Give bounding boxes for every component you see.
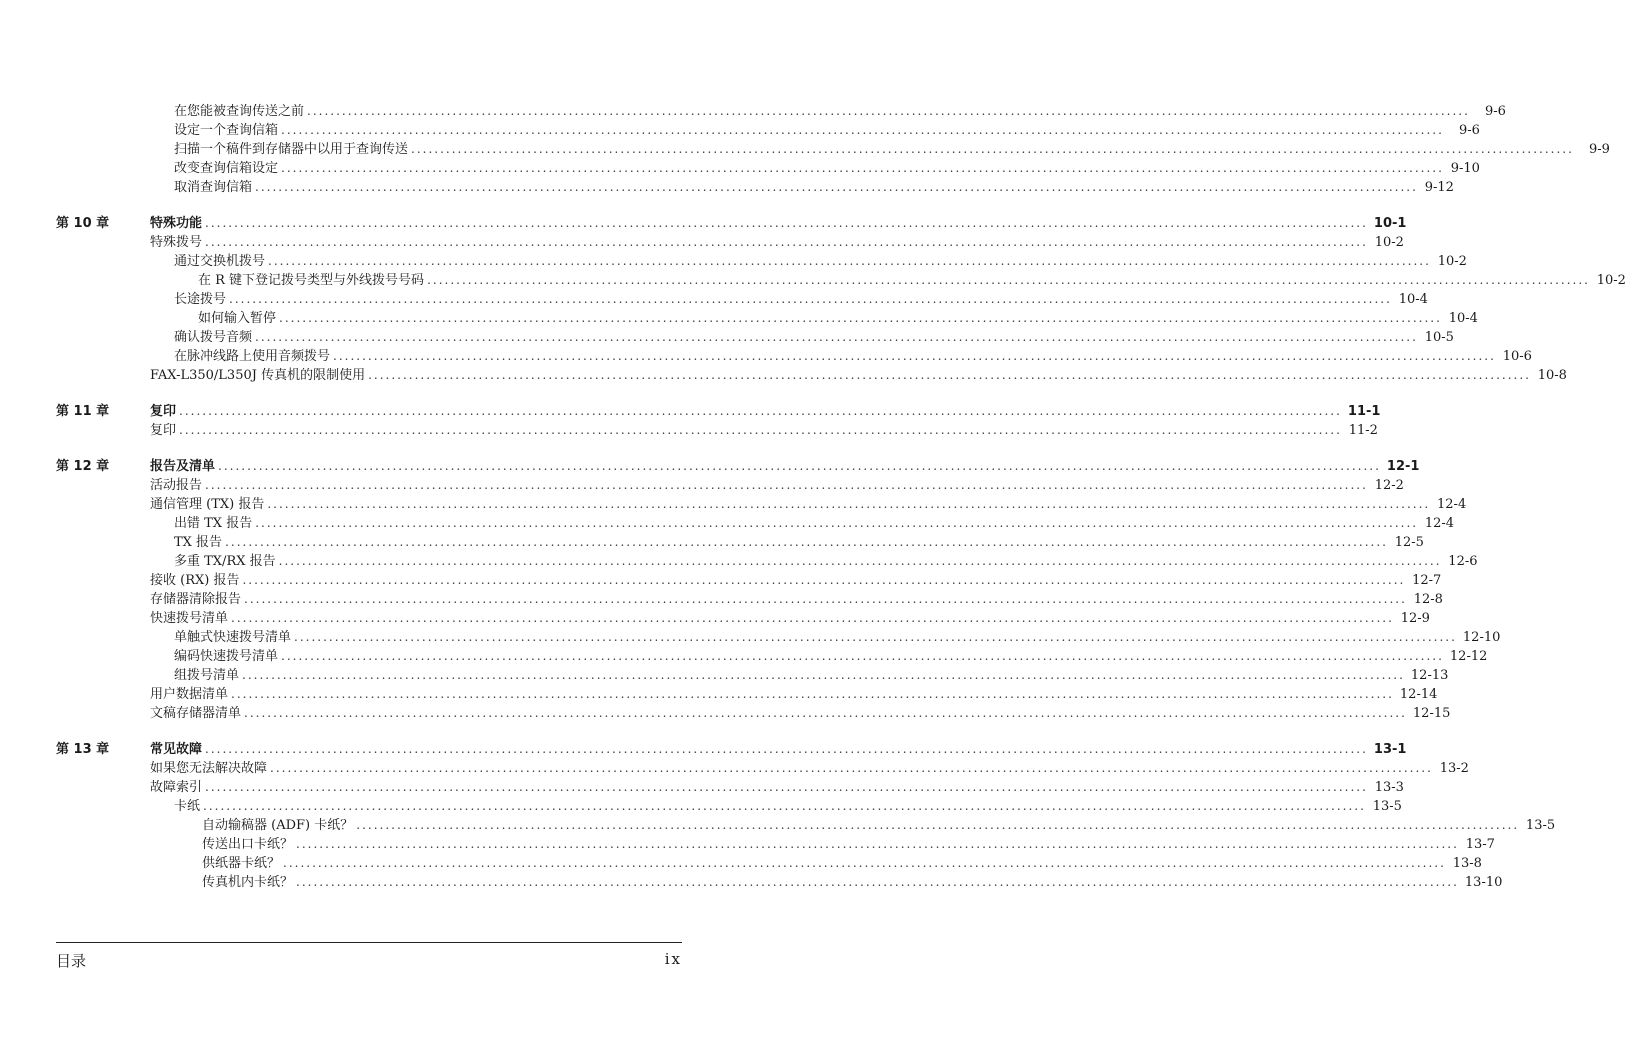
leader-dots: ........................................................................................................................................................................................................ [281,649,1444,663]
entry-page: 12-9 [1400,611,1430,626]
leader-dots: ........................................................................................................................................................................................................ [296,837,1459,851]
entry-title: 故障索引 [150,780,203,795]
entry-title: 取消查询信箱 [174,180,253,195]
leader-dots: ........................................................................................................................................................................................................ [231,611,1394,625]
leader-dots: ........................................................................................................................................................................................................ [255,180,1418,194]
entry-page: 12-4 [1424,516,1455,531]
leader-dots: ........................................................................................................................................................................................................ [281,123,1444,137]
entry-page: 13-5 [1525,818,1556,833]
entry-title: 通信管理 (TX) 报告 [150,497,265,512]
leader-dots: ........................................................................................................................................................................................................ [244,592,1407,606]
leader-dots: ........................................................................................................................................................................................................ [268,254,1431,268]
toc-entry[interactable] [56,476,1404,495]
leader-dots: ........................................................................................................................................................................................................ [205,235,1368,249]
leader-dots: ........................................................................................................................................................................................................ [278,554,1442,568]
entry-title: 复印 [150,423,177,438]
leader-dots: ........................................................................................................................................................................................................ [179,423,1342,437]
toc-entry[interactable] [56,628,1501,647]
leader-dots: ........................................................................................................................................................................................................ [368,368,1531,382]
toc-entry[interactable] [56,366,1567,385]
entry-page: 10-6 [1502,349,1532,364]
chapter-label: 第 11 章 [56,404,110,419]
leader-dots: ........................................................................................................................................................................................................ [255,516,1419,530]
leader-dots: ........................................................................................................................................................................................................ [356,818,1520,832]
entry-page: 11-1 [1347,404,1381,419]
entry-title: 快速拨号清单 [150,611,229,626]
toc-entry[interactable] [56,609,1430,628]
leader-dots: ........................................................................................................................................................................................................ [205,742,1368,756]
toc-entry[interactable] [56,421,1378,440]
page-number: ix [664,950,682,968]
chapter-label: 第 12 章 [56,459,110,474]
entry-title: 确认拨号音频 [174,330,253,345]
entry-page: 9-6 [1484,104,1506,119]
toc-entry[interactable] [56,835,1495,854]
entry-title: 用户数据清单 [150,687,229,702]
leader-dots: ........................................................................................................................................................................................................ [294,630,1457,644]
entry-page: 13-2 [1439,761,1469,776]
leader-dots: ........................................................................................................................................................................................................ [307,104,1470,118]
entry-page: 13-8 [1452,856,1482,871]
entry-page: 10-4 [1398,292,1428,307]
entry-title: 常见故障 [150,742,203,757]
entry-title: 组拨号清单 [174,668,240,683]
table-of-contents [56,102,1626,892]
entry-page: 13-5 [1372,799,1402,814]
toc-entry[interactable] [56,778,1404,797]
entry-page: 13-3 [1374,780,1404,795]
toc-entry[interactable] [56,552,1478,571]
entry-title: 单触式快速拨号清单 [174,630,292,645]
entry-page: 12-1 [1386,459,1420,474]
entry-page: 9-9 [1588,142,1610,157]
leader-dots: ........................................................................................................................................................................................................ [244,706,1407,720]
toc-entry[interactable] [56,102,1506,121]
entry-title: 在您能被查询传送之前 [174,104,305,119]
entry-page: 10-1 [1373,216,1407,231]
leader-dots: ........................................................................................................................................................................................................ [270,761,1433,775]
entry-title: 长途拨号 [174,292,227,307]
entry-page: 9-12 [1424,180,1454,195]
toc-entry[interactable] [56,514,1455,533]
entry-title: TX 报告 [174,535,223,550]
entry-title: 接收 (RX) 报告 [150,573,240,588]
footer-section-title: 目录 [56,952,87,970]
leader-dots: ........................................................................................................................................................................................................ [231,687,1394,701]
entry-page: 12-13 [1410,668,1449,683]
entry-page: 10-5 [1424,330,1454,345]
entry-page: 12-5 [1394,535,1424,550]
toc-entry[interactable] [56,854,1482,873]
toc-entry[interactable] [56,816,1556,835]
entry-page: 12-10 [1462,630,1501,645]
entry-title: 如何输入暂停 [198,311,277,326]
toc-entry[interactable] [56,704,1451,723]
leader-dots: ........................................................................................................................................................................................................ [229,292,1392,306]
entry-title: 改变查询信箱设定 [174,161,279,176]
leader-dots: ........................................................................................................................................................................................................ [267,497,1431,511]
entry-title: 编码快速拨号清单 [174,649,279,664]
entry-page: 13-10 [1464,875,1503,890]
toc-entry[interactable] [56,290,1428,309]
entry-title: 如果您无法解决故障 [150,761,268,776]
leader-dots: ........................................................................................................................................................................................................ [242,668,1405,682]
chapter-label: 第 10 章 [56,216,110,231]
entry-page: 10-2 [1374,235,1404,250]
leader-dots: ........................................................................................................................................................................................................ [333,349,1496,363]
chapter-heading[interactable] [56,402,1381,421]
entry-page: 12-4 [1437,497,1467,512]
leader-dots: ........................................................................................................................................................................................................ [225,535,1388,549]
leader-dots: ........................................................................................................................................................................................................ [283,856,1446,870]
entry-title: 扫描一个稿件到存储器中以用于查询传送 [174,142,409,157]
entry-title: 复印 [150,404,177,419]
entry-page: 13-1 [1373,742,1407,757]
toc-entry[interactable] [56,347,1532,366]
entry-page: 12-12 [1449,649,1488,664]
toc-entry[interactable] [56,328,1454,347]
toc-entry[interactable] [56,309,1478,328]
entry-page: 12-6 [1448,554,1478,569]
toc-entry[interactable] [56,647,1488,666]
toc-entry[interactable] [56,121,1480,140]
entry-page: 10-2 [1437,254,1467,269]
toc-entry[interactable] [56,252,1467,271]
toc-entry[interactable] [56,759,1469,778]
entry-title: 活动报告 [150,478,203,493]
entry-title: 在脉冲线路上使用音频拨号 [174,349,331,364]
toc-entry[interactable] [56,159,1480,178]
entry-page: 10-4 [1448,311,1478,326]
entry-title: 通过交换机拨号 [174,254,266,269]
leader-dots: ........................................................................................................................................................................................................ [255,330,1418,344]
leader-dots: ........................................................................................................................................................................................................ [296,875,1459,889]
entry-title: 设定一个查询信箱 [174,123,279,138]
entry-page: 11-2 [1348,423,1378,438]
entry-page: 12-8 [1413,592,1443,607]
toc-entry[interactable] [56,590,1443,609]
toc-entry[interactable] [56,571,1442,590]
entry-title: 卡纸 [174,799,201,814]
entry-title: 自动输稿器 (ADF) 卡纸？ [202,818,354,833]
leader-dots: ........................................................................................................................................................................................................ [242,573,1406,587]
entry-page: 12-15 [1412,706,1451,721]
leader-dots: ........................................................................................................................................................................................................ [179,404,1342,418]
leader-dots: ........................................................................................................................................................................................................ [427,273,1590,287]
chapter-heading[interactable] [56,457,1420,476]
entry-page: 10-8 [1537,368,1567,383]
toc-entry[interactable] [56,533,1424,552]
toc-entry[interactable] [56,178,1454,197]
entry-page: 10-2 [1596,273,1626,288]
entry-title: 文稿存储器清单 [150,706,242,721]
entry-title: 特殊功能 [150,216,203,231]
toc-entry[interactable] [56,685,1438,704]
leader-dots: ........................................................................................................................................................................................................ [205,216,1368,230]
entry-page: 12-14 [1399,687,1438,702]
leader-dots: ........................................................................................................................................................................................................ [218,459,1381,473]
entry-title: 出错 TX 报告 [174,516,253,531]
entry-title: 传送出口卡纸？ [202,837,294,852]
leader-dots: ........................................................................................................................................................................................................ [279,311,1442,325]
entry-title: 在 R 键下登记拨号类型与外线拨号号码 [198,273,425,288]
toc-entry[interactable] [56,271,1626,290]
leader-dots: ........................................................................................................................................................................................................ [411,142,1574,156]
chapter-heading[interactable] [56,740,1407,759]
leader-dots: ........................................................................................................................................................................................................ [205,478,1368,492]
entry-title: 多重 TX/RX 报告 [174,554,276,569]
footer-divider [56,942,682,943]
entry-page: 9-6 [1458,123,1480,138]
leader-dots: ........................................................................................................................................................................................................ [205,780,1368,794]
entry-title: 特殊拨号 [150,235,203,250]
entry-title: 供纸器卡纸？ [202,856,281,871]
entry-title: FAX-L350/L350J 传真机的限制使用 [150,368,366,383]
toc-entry[interactable] [56,666,1449,685]
chapter-heading[interactable] [56,214,1407,233]
toc-entry[interactable] [56,873,1503,892]
entry-page: 13-7 [1465,837,1495,852]
entry-page: 12-7 [1412,573,1442,588]
entry-title: 报告及清单 [150,459,216,474]
leader-dots: ........................................................................................................................................................................................................ [203,799,1366,813]
entry-title: 传真机内卡纸？ [202,875,294,890]
chapter-label: 第 13 章 [56,742,110,757]
toc-entry[interactable] [56,495,1467,514]
toc-entry[interactable] [56,140,1610,159]
entry-page: 9-10 [1450,161,1480,176]
leader-dots: ........................................................................................................................................................................................................ [281,161,1444,175]
toc-entry[interactable] [56,797,1402,816]
toc-entry[interactable] [56,233,1404,252]
entry-title: 存储器清除报告 [150,592,242,607]
entry-page: 12-2 [1374,478,1404,493]
